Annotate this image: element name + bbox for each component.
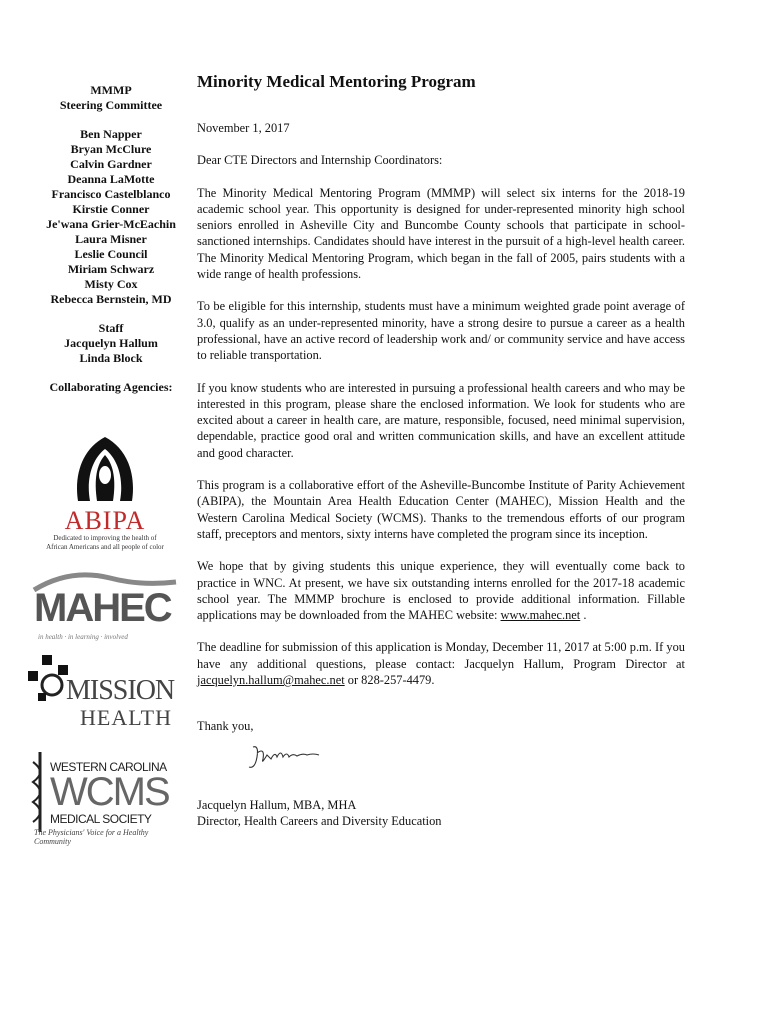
staff-name: Linda Block xyxy=(79,351,143,365)
abipa-tagline-1: Dedicated to improving the health of xyxy=(53,534,157,542)
abipa-name: ABIPA xyxy=(64,506,146,535)
mahec-logo xyxy=(30,572,180,652)
paragraph-5 xyxy=(197,558,685,623)
caduceus-icon xyxy=(30,752,50,832)
paragraph-2: To be eligible for this internship, students must have a minimum weighted grade point average of 3.0, qualify as an under-represented minority, have a strong desire to pursue a career as a health professional, have an active record of leadership work and/ or community service and have access to reliable transportation. xyxy=(197,299,685,363)
paragraph-6-end: or 828-257-4479. xyxy=(344,673,435,688)
letter-body xyxy=(197,72,685,829)
wcms-line-2: WCMS xyxy=(50,770,169,814)
member-name: Misty Cox xyxy=(84,277,138,291)
closing: Thank you, xyxy=(197,719,254,734)
committee-title-1: MMMP xyxy=(90,83,132,97)
signature-block xyxy=(197,797,685,829)
salutation: Dear CTE Directors and Internship Coordinators: xyxy=(197,153,443,168)
wcms-line-3: MEDICAL SOCIETY xyxy=(50,812,152,826)
member-name: Rebecca Bernstein, MD xyxy=(50,292,172,306)
committee-heading xyxy=(20,83,202,113)
paragraph-1: The Minority Medical Mentoring Program (MMMP) will select six interns for the 2018-19 academic school year. This opportunity is designed for under-represented minority high school seniors enrolled in Asheville City and Buncombe County schools that participate in school-sanctioned internships. Candidates should have interest in the pursuit of a high-level health career. The Minority Medical Mentoring Program, which began in the fall of 2005, pairs students with a wide range of health professions. xyxy=(197,185,685,282)
member-name: Deanna LaMotte xyxy=(67,172,155,186)
signer-name: Jacquelyn Hallum, MBA, MHA xyxy=(197,797,357,812)
committee-title-2: Steering Committee xyxy=(59,98,163,112)
member-name: Calvin Gardner xyxy=(70,157,152,171)
signature xyxy=(197,739,685,793)
staff-list xyxy=(20,321,202,366)
paragraph-6 xyxy=(197,639,685,688)
mahec-website-link[interactable]: www.mahec.net xyxy=(500,608,581,623)
paragraph-6-text: The deadline for submission of this application is Monday, December 11, 2017 at 5:00 p.m. If you have any additional questions, please contact: Jacquelyn Hallum, Program Director at xyxy=(197,640,685,671)
paragraph-5-end: . xyxy=(580,608,587,623)
mahec-name: MAHEC xyxy=(34,586,171,630)
abipa-logo xyxy=(40,435,170,551)
contact-email-link[interactable]: jacquelyn.hallum@mahec.net xyxy=(197,673,345,688)
paragraph-5-text: We hope that by giving students this unique experience, they will eventually come back to practice in WNC. At present, we have six outstanding interns enrolled for the 2017-18 academic school year. The MMMP brochure is enclosed to provide additional information. Fillable applications may be downloaded from the MAHEC website: xyxy=(197,559,685,623)
wcms-tagline: The Physicians' Voice for a Healthy Community xyxy=(34,828,149,846)
member-name: Kirstie Conner xyxy=(72,202,150,216)
member-name: Je'wana Grier-McEachin xyxy=(46,217,176,231)
member-name: Ben Napper xyxy=(80,127,142,141)
member-name: Leslie Council xyxy=(74,247,148,261)
signer-title: Director, Health Careers and Diversity Education xyxy=(197,813,442,828)
member-name: Francisco Castelblanco xyxy=(51,187,171,201)
wcms-line-1: WESTERN CAROLINA xyxy=(50,760,167,774)
mahec-tagline: in health · in learning · involved xyxy=(38,633,128,641)
handwritten-signature-icon xyxy=(245,743,325,773)
staff-name: Jacquelyn Hallum xyxy=(64,336,158,350)
page-title: Minority Medical Mentoring Program xyxy=(197,72,476,91)
letter-date: November 1, 2017 xyxy=(197,121,290,135)
staff-title: Staff xyxy=(98,321,124,335)
agencies-title: Collaborating Agencies: xyxy=(49,380,173,394)
member-name: Miriam Schwarz xyxy=(67,262,155,276)
committee-members xyxy=(20,127,202,307)
mission-health-logo xyxy=(28,655,178,735)
wcms-logo xyxy=(28,752,178,846)
sidebar xyxy=(20,83,202,409)
paragraph-3: If you know students who are interested in pursuing a professional health careers and who may be interested in this program, please share the enclosed information. We look for students who are excited about a career in health care, are mature, responsible, focused, need minimal supervision, dependable, practice good oral and written communication skills, and have an excellent attitude and good character. xyxy=(197,380,685,460)
agencies-heading xyxy=(20,380,202,395)
member-name: Bryan McClure xyxy=(70,142,152,156)
abipa-emblem-icon xyxy=(70,435,140,503)
abipa-tagline-2: African Americans and all people of color xyxy=(46,543,164,551)
health-name: HEALTH xyxy=(80,705,172,730)
member-name: Laura Misner xyxy=(75,232,147,246)
mission-name: MISSION xyxy=(66,675,175,706)
paragraph-4: This program is a collaborative effort of the Asheville-Buncombe Institute of Parity Achievement (ABIPA), the Mountain Area Health Education Center (MAHEC), Mission Health and the Western Carolina Medical Society (WCMS). Thanks to the tremendous efforts of our program staff, preceptors and mentors, sixty interns have completed the program since its inception. xyxy=(197,478,685,541)
